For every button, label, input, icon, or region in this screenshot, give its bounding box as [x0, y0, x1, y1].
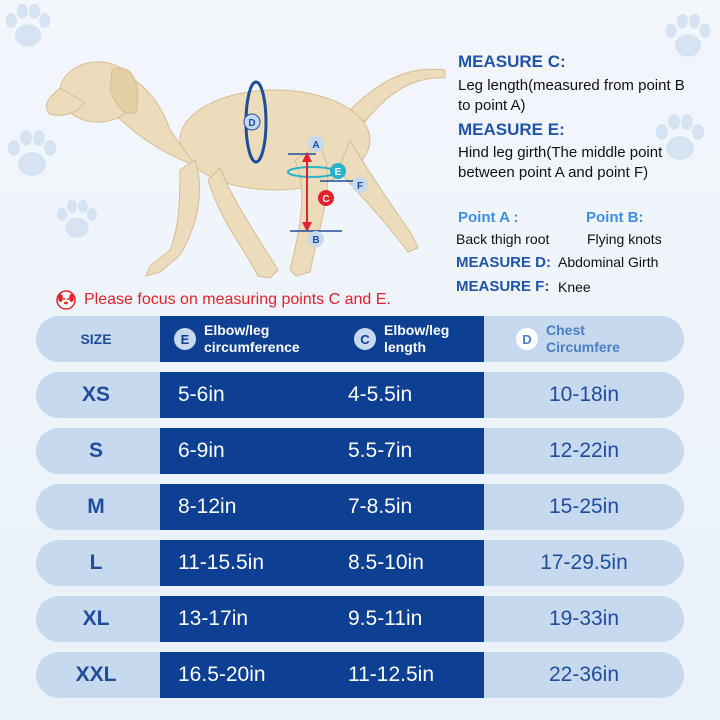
dog-measurement-diagram [20, 40, 450, 290]
row-elbow-length: 7-8.5in [348, 495, 413, 518]
row-chest-circumference: 19-33in [548, 607, 620, 630]
row-chest-circumference: 17-29.5in [540, 551, 628, 574]
header-c-line1: Elbow/leg [384, 322, 450, 338]
measure-f-desc: Knee [558, 279, 591, 295]
focus-note-text: Please focus on measuring points C and E. [84, 291, 391, 308]
row-size: L [89, 551, 103, 574]
measure-e-title: MEASURE E: [458, 120, 565, 139]
row-size: XXL [75, 663, 117, 686]
focus-note [56, 289, 391, 311]
point-c-label: C [322, 194, 330, 205]
row-elbow-circumference: 13-17in [178, 607, 249, 630]
header-size: SIZE [80, 331, 112, 347]
row-elbow-length: 5.5-7in [348, 439, 413, 462]
row-chest-circumference: 15-25in [548, 495, 620, 518]
row-size: XS [81, 383, 110, 406]
row-elbow-circumference: 6-9in [178, 439, 225, 462]
row-size: M [87, 495, 105, 518]
measure-f-title: MEASURE F: [456, 278, 550, 295]
header-e-badge: E [174, 328, 196, 350]
row-elbow-length: 4-5.5in [348, 383, 413, 406]
row-chest-circumference: 12-22in [548, 439, 620, 462]
row-chest-circumference: 10-18in [548, 383, 620, 406]
point-a-desc: Back thigh root [456, 231, 550, 247]
header-e-line2: circumference [204, 339, 300, 355]
measure-c-desc: Leg length(measured from point B to point A) [458, 77, 685, 114]
row-chest-circumference: 22-36in [548, 663, 620, 686]
row-elbow-circumference: 5-6in [178, 383, 225, 406]
header-d [516, 316, 620, 362]
row-elbow-circumference: 16.5-20in [178, 663, 266, 686]
measure-d-desc: Abdominal Girth [558, 254, 659, 270]
point-a-title: Point A : [458, 209, 519, 226]
dog-illustration [46, 62, 445, 278]
row-elbow-length: 8.5-10in [348, 551, 424, 574]
row-size: XL [82, 607, 110, 630]
header-e-line1: Elbow/leg [204, 322, 270, 338]
row-elbow-circumference: 8-12in [178, 495, 237, 518]
row-elbow-length: 11-12.5in [348, 663, 435, 686]
row-elbow-length: 9.5-11in [348, 607, 423, 630]
paw-print-icon [660, 10, 716, 66]
row-elbow-circumference: 11-15.5in [178, 551, 265, 574]
header-d-line1: Chest [546, 322, 585, 338]
dog-face-icon [56, 290, 76, 310]
point-b-desc: Flying knots [587, 231, 662, 247]
point-d-label: D [248, 118, 256, 129]
point-f-label: F [356, 181, 364, 192]
header-d-badge: D [516, 328, 538, 350]
header-c-badge: C [354, 328, 376, 350]
point-e-label: E [334, 167, 342, 178]
row-size: S [88, 439, 103, 462]
header-e [174, 316, 300, 362]
point-b-label: B [312, 235, 320, 246]
measure-c-title: MEASURE C: [458, 52, 566, 71]
point-b-title: Point B: [586, 209, 644, 226]
header-c [354, 316, 449, 362]
measure-d-title: MEASURE D: [456, 254, 552, 271]
header-d-line2: Circumfere [546, 339, 620, 355]
point-a-label: A [312, 140, 320, 151]
header-c-line2: length [384, 339, 426, 355]
measure-e-desc: Hind leg girth(The middle point between point A and point F) [458, 144, 663, 181]
